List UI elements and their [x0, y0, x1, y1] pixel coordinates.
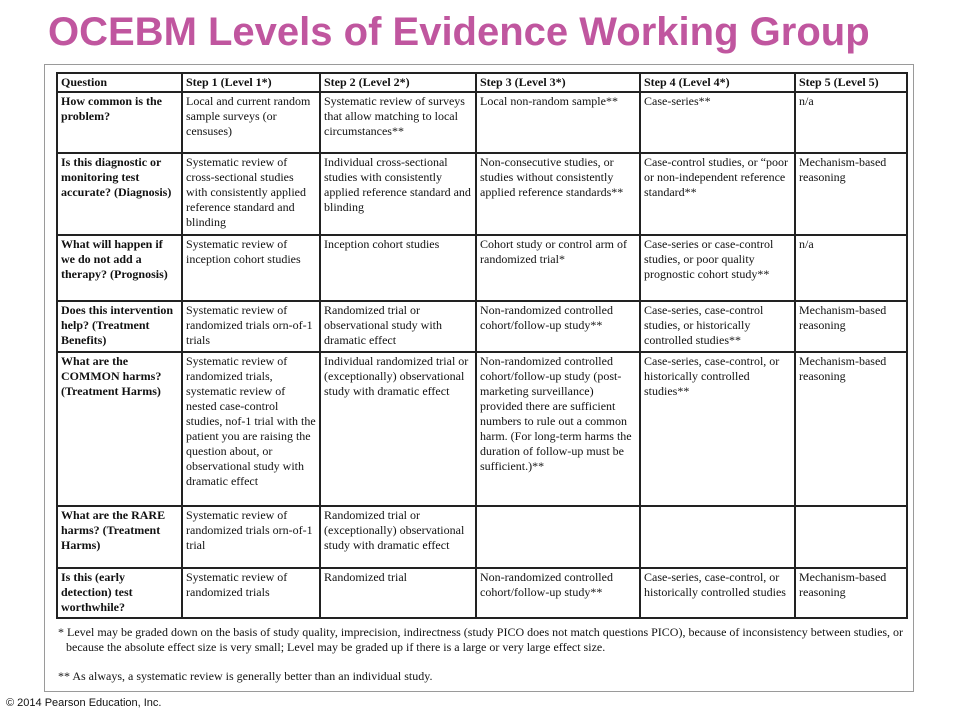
question-cell: How common is the problem?: [57, 92, 182, 153]
step-1-cell: Systematic review of inception cohort studies: [182, 235, 320, 301]
step-2-cell: Inception cohort studies: [320, 235, 476, 301]
step-1-cell: Systematic review of randomized trials orn-of-1 trial: [182, 506, 320, 568]
step-4-cell: Case-series, case-control, or historically controlled studies**: [640, 352, 795, 506]
step-4-cell: Case-series or case-control studies, or poor quality prognostic cohort study**: [640, 235, 795, 301]
footnotes: [58, 625, 908, 684]
step-2-cell: Randomized trial or observational study with dramatic effect: [320, 301, 476, 352]
step-5-cell: Mechanism-based reasoning: [795, 352, 907, 506]
step-2-cell: Individual randomized trial or (exceptionally) observational study with dramatic effect: [320, 352, 476, 506]
step-3-cell: Non-randomized controlled cohort/follow-up study**: [476, 568, 640, 618]
header-step-1: Step 1 (Level 1*): [182, 73, 320, 92]
table-row: [57, 352, 907, 506]
step-2-cell: Individual cross-sectional studies with consistently applied reference standard and blinding: [320, 153, 476, 235]
header-step-4: Step 4 (Level 4*): [640, 73, 795, 92]
step-3-cell: Non-consecutive studies, or studies without consistently applied reference standards**: [476, 153, 640, 235]
step-1-cell: Systematic review of randomized trials orn-of-1 trials: [182, 301, 320, 352]
step-4-cell: Case-control studies, or “poor or non-independent reference standard**: [640, 153, 795, 235]
step-4-cell: Case-series, case-control, or historically controlled studies: [640, 568, 795, 618]
table-row: [57, 92, 907, 153]
step-5-cell: Mechanism-based reasoning: [795, 301, 907, 352]
question-cell: What will happen if we do not add a therapy? (Prognosis): [57, 235, 182, 301]
step-5-cell: Mechanism-based reasoning: [795, 568, 907, 618]
table-row: [57, 153, 907, 235]
step-3-cell: Local non-random sample**: [476, 92, 640, 153]
step-2-cell: Randomized trial or (exceptionally) observational study with dramatic effect: [320, 506, 476, 568]
header-step-2: Step 2 (Level 2*): [320, 73, 476, 92]
step-2-cell: Systematic review of surveys that allow matching to local circumstances**: [320, 92, 476, 153]
header-step-5: Step 5 (Level 5): [795, 73, 907, 92]
question-cell: Is this (early detection) test worthwhile?: [57, 568, 182, 618]
slide-title: OCEBM Levels of Evidence Working Group: [48, 10, 870, 54]
evidence-levels-table: [56, 72, 908, 619]
step-1-cell: Systematic review of randomized trials: [182, 568, 320, 618]
step-1-cell: Systematic review of randomized trials, systematic review of nested case-control studies, nof-1 trial with the patient you are raising the question about, or observational study with dramatic effect: [182, 352, 320, 506]
step-1-cell: Local and current random sample surveys (or censuses): [182, 92, 320, 153]
step-2-cell: Randomized trial: [320, 568, 476, 618]
step-3-cell: Cohort study or control arm of randomized trial*: [476, 235, 640, 301]
header-row: [57, 73, 907, 92]
header-step-3: Step 3 (Level 3*): [476, 73, 640, 92]
question-cell: Does this intervention help? (Treatment Benefits): [57, 301, 182, 352]
header-question: Question: [57, 73, 182, 92]
step-5-cell: Mechanism-based reasoning: [795, 153, 907, 235]
step-4-cell: Case-series**: [640, 92, 795, 153]
table-row: [57, 506, 907, 568]
step-3-cell: [476, 506, 640, 568]
step-1-cell: Systematic review of cross-sectional studies with consistently applied reference standard and blinding: [182, 153, 320, 235]
step-5-cell: n/a: [795, 235, 907, 301]
table-row: [57, 568, 907, 618]
table-row: [57, 301, 907, 352]
question-cell: What are the RARE harms? (Treatment Harms): [57, 506, 182, 568]
copyright-notice: © 2014 Pearson Education, Inc.: [6, 697, 162, 709]
table-row: [57, 235, 907, 301]
question-cell: Is this diagnostic or monitoring test accurate? (Diagnosis): [57, 153, 182, 235]
step-4-cell: Case-series, case-control studies, or historically controlled studies**: [640, 301, 795, 352]
footnote-level-grading: * Level may be graded down on the basis of study quality, imprecision, indirectness (study PICO does not match questions PICO), because of inconsistency between studies, or because the absolute effect size is very small; Level may be graded up if there is a large or very large effect size.: [58, 625, 904, 654]
step-5-cell: [795, 506, 907, 568]
step-3-cell: Non-randomized controlled cohort/follow-up study**: [476, 301, 640, 352]
step-5-cell: n/a: [795, 92, 907, 153]
step-4-cell: [640, 506, 795, 568]
question-cell: What are the COMMON harms? (Treatment Harms): [57, 352, 182, 506]
footnote-systematic-review: ** As always, a systematic review is generally better than an individual study.: [58, 669, 433, 683]
step-3-cell: Non-randomized controlled cohort/follow-up study (post-marketing surveillance) provided there are sufficient numbers to rule out a common harm. (For long-term harms the duration of follow-up must be sufficient.)**: [476, 352, 640, 506]
